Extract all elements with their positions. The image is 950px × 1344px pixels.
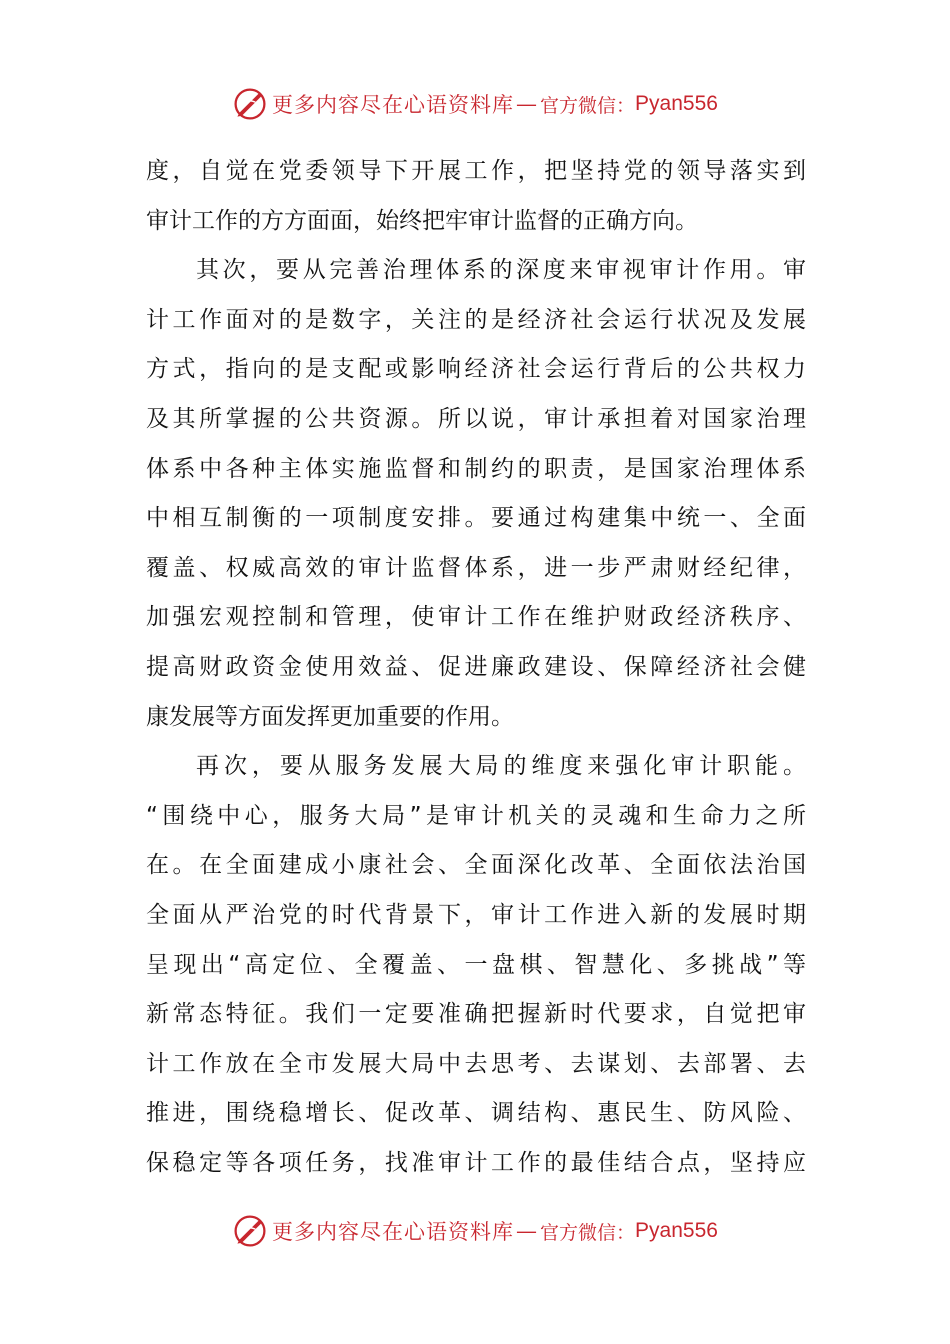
text-line: 度，自觉在党委领导下开展工作，把坚持党的领导落实到: [146, 158, 806, 184]
text-line: 计工作放在全市发展大局中去思考、去谋划、去部署、去: [146, 1050, 806, 1077]
text-line: 呈现出“高定位、全覆盖、一盘棋、智慧化、多挑战”等: [146, 951, 806, 978]
footer-banner: [0, 1209, 950, 1253]
text-line: 计工作面对的是数字，关注的是经济社会运行状况及发展: [146, 306, 806, 333]
text-line: 康发展等方面发挥更加重要的作用。: [146, 703, 514, 730]
text-line: 中相互制衡的一项制度安排。要通过构建集中统一、全面: [146, 505, 806, 532]
text-line: 其次，要从完善治理体系的深度来审视审计作用。审: [196, 257, 806, 284]
pen-logo-icon: [232, 86, 268, 122]
text-line: 加强宏观控制和管理，使审计工作在维护财政经济秩序、: [146, 604, 806, 631]
text-line: 保稳定等各项任务，找准审计工作的最佳结合点，坚持应: [146, 1149, 806, 1176]
text-line: 覆盖、权威高效的审计监督体系，进一步严肃财经纪律，: [146, 554, 806, 581]
text-line: 体系中各种主体实施监督和制约的职责，是国家治理体系: [146, 455, 806, 482]
footer-wechat-label: 官方微信：: [540, 1221, 636, 1244]
text-line: 推进，围绕稳增长、促改革、调结构、惠民生、防风险、: [146, 1100, 806, 1127]
text-line: 审计工作的方方面面，始终把牢审计监督的正确方向。: [146, 207, 698, 234]
header-banner: [0, 82, 950, 126]
text-line: 提高财政资金使用效益、促进廉政建设、保障经济社会健: [146, 653, 806, 680]
footer-separator: —: [516, 1219, 539, 1243]
text-line: 再次，要从服务发展大局的维度来强化审计职能。: [196, 753, 806, 780]
text-line: 全面从严治党的时代背景下，审计工作进入新的发展时期: [146, 901, 806, 928]
text-line: “围绕中心，服务大局”是审计机关的灵魂和生命力之所: [146, 802, 806, 829]
text-line: 方式，指向的是支配或影响经济社会运行背后的公共权力: [146, 356, 806, 383]
footer-wechat-id: Pyan556: [635, 1219, 718, 1242]
pen-logo-icon: [232, 1213, 268, 1249]
header-separator: —: [516, 92, 539, 116]
footer-site-text: 更多内容尽在心语资料库: [272, 1220, 515, 1244]
text-line: 在。在全面建成小康社会、全面深化改革、全面依法治国: [146, 852, 806, 879]
text-line: 新常态特征。我们一定要准确把握新时代要求，自觉把审: [146, 1001, 806, 1028]
header-wechat-id: Pyan556: [635, 92, 718, 115]
header-site-text: 更多内容尽在心语资料库: [272, 93, 515, 117]
header-wechat-label: 官方微信：: [540, 94, 636, 117]
text-line: 及其所掌握的公共资源。所以说，审计承担着对国家治理: [146, 405, 806, 432]
document-body: [146, 147, 806, 1188]
